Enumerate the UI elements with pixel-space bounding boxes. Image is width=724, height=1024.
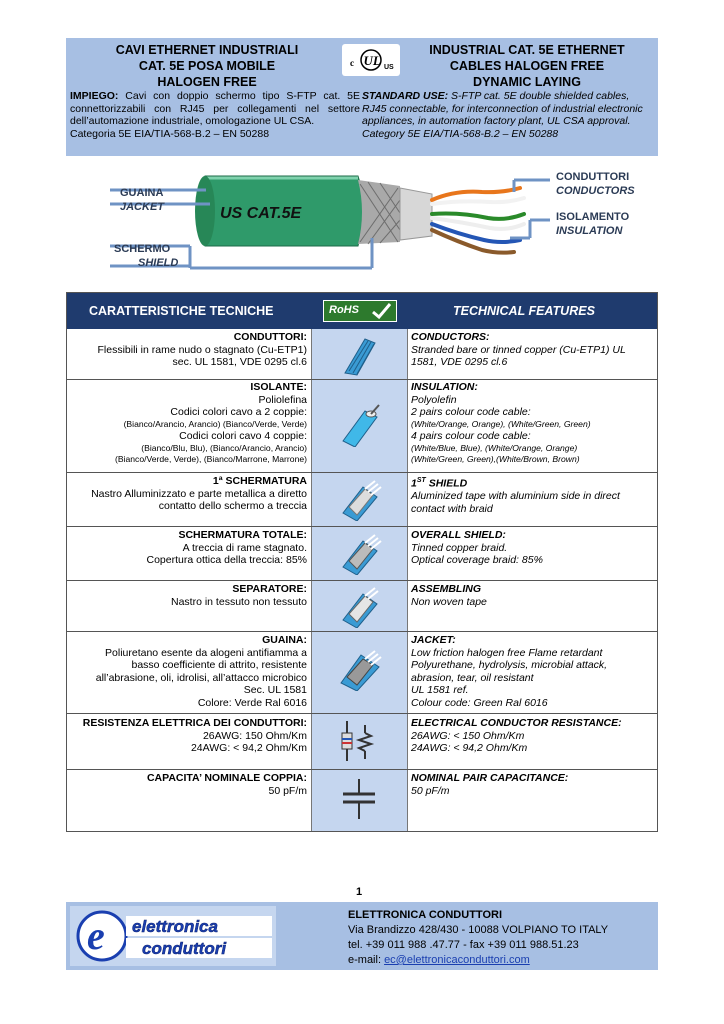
row-title-en	[411, 475, 655, 490]
header-title-en	[396, 42, 658, 90]
usage-text-en: S-FTP cat. 5E double shielded cables, RJ45 connectable, for interconnection of industrial electronic appliances, in automation factory plant, UL CSA approval.	[362, 90, 643, 128]
row-text-en: 24AWG: < 94,2 Ohm/Km	[411, 742, 528, 754]
row-text-en: Stranded bare or tinned copper (Cu-ETP1) UL	[411, 343, 626, 356]
row-divider	[67, 379, 657, 380]
table-head-en: TECHNICAL FEATURES	[453, 304, 595, 318]
row-text-it: Codici colori cavo 4 coppie:	[179, 430, 307, 442]
row-title-it: 1ª SCHERMATURA	[212, 475, 307, 487]
header-title-en-line: CABLES HALOGEN FREE	[449, 59, 605, 73]
resistor-icon	[335, 719, 383, 763]
label-guaina-en: JACKET	[120, 201, 165, 213]
separator-tape-icon	[335, 584, 383, 628]
row-text-en: Low friction halogen free Flame retardant	[411, 646, 603, 659]
label-guaina	[120, 186, 164, 214]
row-text-it: A treccia di rame stagnato.	[182, 541, 307, 554]
table-row	[411, 331, 655, 369]
svg-text:US: US	[384, 64, 394, 71]
table-row	[411, 772, 655, 797]
table-row	[71, 381, 307, 466]
usage-text-it: Cavi con doppio schermo tipo S-FTP cat. 5E connettorizzabili con RJ45 per collegamenti nel settore dell’automazione industriale, omologazione UL CSA.	[70, 90, 360, 128]
insulation-icon	[335, 403, 383, 447]
row-title-en: JACKET:	[411, 634, 456, 646]
cable-print-text: US CAT.5E	[220, 205, 302, 222]
jacket-icon	[335, 647, 383, 691]
row-title-en-text: SHIELD	[425, 477, 468, 490]
table-row	[411, 717, 655, 755]
label-isolamento-en: INSULATION	[556, 225, 623, 237]
table-head-it: CARATTERISTICHE TECNICHE	[89, 304, 274, 318]
company-contacts	[348, 908, 608, 968]
label-schermo-it: SCHERMO	[114, 243, 171, 255]
row-text-it: (Bianco/Arancio, Arancio) (Bianco/Verde, Verde)	[123, 418, 307, 429]
table-row	[411, 529, 655, 567]
row-title-it: SCHERMATURA TOTALE:	[178, 529, 307, 541]
row-divider	[67, 769, 657, 770]
row-title-it: SEPARATORE:	[232, 583, 307, 595]
row-title-it: CONDUTTORI:	[233, 331, 307, 343]
row-text-it: Poliolefina	[258, 393, 307, 406]
row-text-en: Aluminized tape with aluminium side in direct	[411, 490, 620, 502]
row-text-it: 26AWG: 150 Ohm/Km	[202, 729, 307, 742]
svg-text:c: c	[350, 58, 354, 68]
company-phone: tel. +39 011 988 .47.77 - fax +39 011 988.51.23	[348, 939, 579, 951]
row-text-it: Colore: Verde Ral 6016	[197, 696, 307, 709]
table-row	[71, 717, 307, 755]
company-logo	[70, 906, 276, 966]
row-divider	[67, 526, 657, 527]
row-text-it: all’abrasione, oli, idrolisi, all’attacco microbico	[95, 671, 307, 684]
row-text-en: 50 pF/m	[411, 784, 450, 797]
conductor-strands-icon	[335, 333, 383, 377]
table-row	[71, 772, 307, 797]
company-address: Via Brandizzo 428/430 - 10088 VOLPIANO TO ITALY	[348, 924, 609, 936]
label-conduttori-it: CONDUTTORI	[556, 171, 630, 183]
row-text-it: Nastro Alluminizzato e parte metallica a diretto	[91, 487, 307, 500]
features-table	[66, 292, 658, 832]
email-label: e-mail:	[348, 954, 385, 966]
label-conduttori-en: CONDUCTORS	[556, 185, 635, 197]
table-row	[71, 475, 307, 513]
company-email	[348, 953, 608, 968]
row-text-en: 1581, VDE 0295 cl.6	[411, 356, 508, 368]
row-text-it: sec. UL 1581, VDE 0295 cl.6	[172, 356, 307, 368]
header-title-it-line: HALOGEN FREE	[157, 75, 257, 89]
row-title-en: OVERALL SHIELD:	[411, 529, 506, 541]
table-row	[71, 331, 307, 369]
table-row	[411, 475, 655, 515]
row-text-en: (White/Green, Green),(White/Brown, Brown)	[411, 454, 580, 464]
row-text-en: UL 1581 ref.	[411, 684, 469, 696]
row-divider	[67, 713, 657, 714]
usage-category-en: Category 5E EIA/TIA-568-B.2 – EN 50288	[362, 127, 559, 140]
row-text-en: Polyolefin	[411, 393, 457, 406]
email-link[interactable]: ec@elettronicaconduttori.com	[384, 954, 530, 966]
header-title-en-line: DYNAMIC LAYING	[473, 75, 581, 89]
company-name: ELETTRONICA CONDUTTORI	[348, 909, 502, 921]
svg-text:e: e	[87, 913, 105, 958]
logo-text-line2: conduttori	[142, 939, 227, 958]
braid-shield-icon	[335, 531, 383, 575]
rohs-text: RoHS	[329, 304, 359, 316]
table-row	[71, 634, 307, 709]
row-title-en-number: 1	[411, 477, 417, 490]
label-isolamento-it: ISOLAMENTO	[556, 211, 630, 223]
table-row	[71, 529, 307, 567]
row-text-en: (White/Blue, Blue), (White/Orange, Orange)	[411, 442, 578, 453]
header-title-it-line: CAVI ETHERNET INDUSTRIALI	[115, 43, 299, 57]
row-title-en: ASSEMBLING	[411, 583, 482, 595]
row-text-en: 4 pairs colour code cable:	[411, 430, 531, 442]
row-text-en: Non woven tape	[411, 595, 487, 608]
table-row	[411, 583, 655, 608]
row-divider	[67, 472, 657, 473]
usage-category-it: Categoria 5E EIA/TIA-568-B.2 – EN 50288	[70, 127, 270, 140]
header-title-it	[66, 42, 348, 90]
row-divider	[67, 631, 657, 632]
rohs-badge	[323, 300, 397, 322]
label-schermo	[114, 242, 178, 270]
row-title-en-sup: ST	[416, 477, 426, 484]
capacitor-icon	[335, 777, 383, 821]
logo-text-line1: elettronica	[132, 917, 218, 936]
header-usage-it	[70, 90, 360, 140]
label-isolamento	[556, 210, 629, 238]
row-title-it: CAPACITA’ NOMINALE COPPIA:	[146, 772, 307, 784]
row-text-it: (Bianco/Verde, Verde), (Bianco/Marrone, Marrone)	[114, 454, 307, 464]
row-title-en: INSULATION:	[411, 381, 478, 393]
row-text-it: (Bianco/Blu, Blu), (Bianco/Arancio, Arancio)	[141, 442, 307, 453]
header-usage-en	[362, 90, 654, 140]
header-title-en-line: INDUSTRIAL CAT. 5E ETHERNET	[429, 43, 625, 57]
header-box	[66, 38, 658, 156]
header-title-it-line: CAT. 5E POSA MOBILE	[138, 59, 276, 73]
row-text-en: Tinned copper braid.	[411, 541, 508, 554]
row-text-en: 2 pairs colour code cable:	[411, 406, 531, 418]
row-text-en: abrasion, tear, oil resistant	[411, 671, 534, 684]
row-text-it: 24AWG: < 94,2 Ohm/Km	[190, 742, 307, 754]
usage-label-en: STANDARD USE:	[362, 90, 449, 102]
row-title-it: ISOLANTE:	[250, 381, 307, 393]
page-number: 1	[356, 886, 363, 898]
row-text-it: contatto dello schermo a treccia	[158, 500, 307, 512]
usage-label-it: IMPIEGO:	[70, 90, 119, 102]
row-text-en: (White/Orange, Orange), (White/Green, Green)	[411, 418, 591, 429]
footer	[66, 902, 658, 970]
label-conduttori	[556, 170, 635, 198]
row-text-en: Optical coverage braid: 85%	[411, 554, 543, 566]
row-text-it: basso coefficiente di attrito, resistente	[131, 659, 307, 671]
row-text-it: Flessibili in rame nudo o stagnato (Cu-ETP1)	[97, 343, 307, 356]
table-row	[411, 381, 655, 466]
checkmark-icon	[370, 302, 392, 320]
row-text-it: Codici colori cavo a 2 coppie:	[170, 406, 307, 418]
row-divider	[67, 580, 657, 581]
row-text-it: Copertura ottica della treccia: 85%	[146, 554, 307, 566]
table-header	[67, 293, 657, 329]
row-text-en: Colour code: Green Ral 6016	[411, 696, 548, 709]
row-title-en: NOMINAL PAIR CAPACITANCE:	[411, 772, 569, 784]
table-row	[411, 634, 655, 709]
row-title-it: GUAINA:	[262, 634, 307, 646]
table-row	[71, 583, 307, 608]
foil-shield-icon	[335, 477, 383, 521]
cable-diagram	[110, 158, 635, 286]
row-title-en: CONDUCTORS:	[411, 331, 490, 343]
row-title-en: ELECTRICAL CONDUCTOR RESISTANCE:	[411, 717, 622, 729]
row-text-it: Nastro in tessuto non tessuto	[171, 595, 307, 608]
row-title-it: RESISTENZA ELETTRICA DEI CONDUTTORI:	[82, 717, 307, 729]
row-text-it: Poliuretano esente da alogeni antifiamma a	[105, 646, 307, 659]
svg-text:UL: UL	[363, 53, 381, 68]
label-guaina-it: GUAINA	[120, 187, 164, 199]
ul-logo	[342, 44, 400, 76]
row-text-en: Polyurethane, hydrolysis, microbial attack,	[411, 659, 608, 671]
row-text-it: 50 pF/m	[268, 784, 307, 797]
row-text-en: 26AWG: < 150 Ohm/Km	[411, 729, 525, 742]
row-text-en: contact with braid	[411, 502, 493, 515]
label-schermo-en: SHIELD	[138, 257, 179, 269]
row-text-it: Sec. UL 1581	[243, 684, 307, 696]
